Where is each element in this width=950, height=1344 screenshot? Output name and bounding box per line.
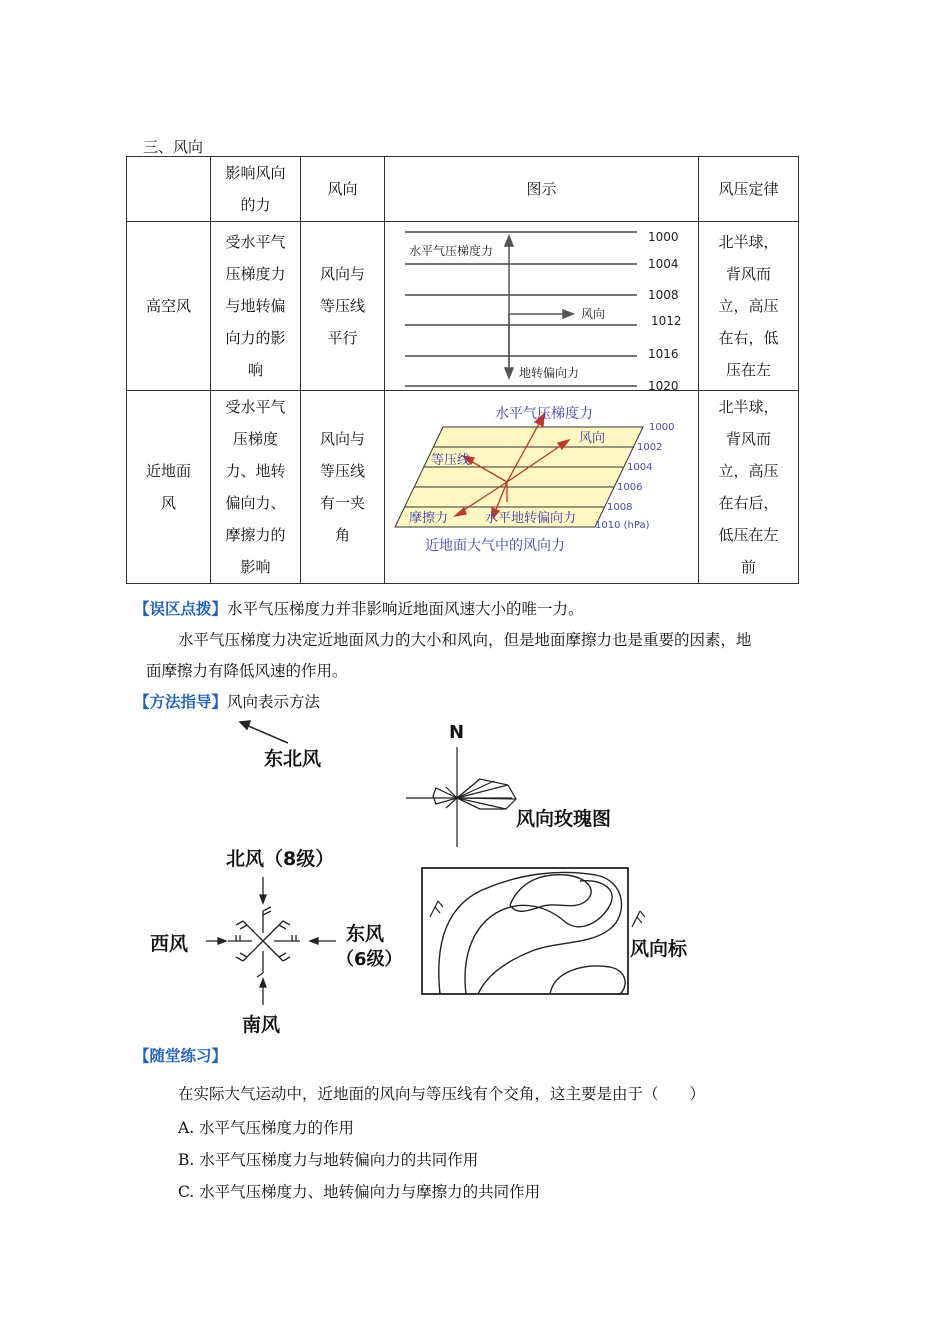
row-direction: 风向与等压线平行	[301, 222, 385, 391]
ne-wind-label: 东北风	[264, 748, 322, 770]
isoline-map	[439, 872, 625, 994]
wind-table	[126, 156, 799, 584]
wind-label: 风向	[579, 431, 606, 446]
isobar-label: 1012	[651, 314, 682, 328]
isobar-label: 1008	[648, 288, 679, 302]
isobar-label: 1020	[648, 379, 679, 390]
row-law: 北半球，背风而立，高压在右后，低压在左前	[699, 391, 799, 584]
isobar-label: 1002	[637, 442, 663, 453]
pgf-label: 水平气压梯度力	[495, 406, 593, 422]
isobar-label: 1000	[649, 422, 675, 433]
row-name: 高空风	[127, 222, 211, 391]
surface-wind-diagram	[385, 391, 699, 584]
option-c[interactable]: C. 水平气压梯度力、地转偏向力与摩擦力的共同作用	[178, 1183, 541, 1201]
rose-label: 风向玫瑰图	[516, 808, 612, 830]
isobar-label: 1004	[648, 257, 679, 271]
isobar-text: 等压线	[431, 453, 471, 468]
table-row	[127, 222, 799, 391]
isobar-label: 1010 (hPa)	[595, 520, 650, 531]
misconception-tag: 【误区点拨】	[134, 599, 228, 618]
misconception-para: 面摩擦力有降低风速的作用。	[146, 662, 348, 680]
table-header-cell: 风向	[301, 157, 385, 222]
misconception-line	[134, 599, 584, 619]
method-tag: 【方法指导】	[134, 692, 228, 711]
method-line	[134, 692, 320, 712]
option-a[interactable]: A. 水平气压梯度力的作用	[178, 1119, 355, 1137]
row-force: 受水平气压梯度力与地转偏向力的影响	[211, 222, 301, 391]
misconception-text: 水平气压梯度力并非影响近地面风速大小的唯一力。	[227, 600, 584, 618]
row-law: 北半球，背风而立，高压在右，低压在左	[699, 222, 799, 391]
north-wind-label: 北风（8级）	[226, 848, 335, 870]
isobar-label: 1008	[607, 502, 633, 513]
row-force: 受水平气压梯度力、地转偏向力、摩擦力的影响	[211, 391, 301, 584]
pgf-label: 水平气压梯度力	[409, 244, 494, 258]
table-header-cell	[127, 157, 211, 222]
west-wind-label: 西风	[150, 933, 189, 955]
upper-wind-diagram	[385, 222, 699, 391]
wind-barb-rose	[206, 877, 336, 1005]
practice-tag: 【随堂练习】	[134, 1046, 228, 1065]
practice-question: 在实际大气运动中，近地面的风向与等压线有个交角，这主要是由于（ ）	[178, 1085, 706, 1103]
section-title: 三、风向	[143, 138, 204, 156]
wind-notation-figure	[140, 715, 720, 1035]
coriolis-label: 地转偏向力	[519, 366, 580, 380]
option-b[interactable]: B. 水平气压梯度力与地转偏向力的共同作用	[178, 1151, 479, 1169]
north-label: N	[449, 722, 465, 743]
table-header-cell: 影响风向的力	[211, 157, 301, 222]
diagram-caption: 近地面大气中的风向力	[425, 538, 565, 554]
friction-label: 摩擦力	[409, 511, 449, 526]
table-header-cell: 风压定律	[699, 157, 799, 222]
south-wind-label: 南风	[242, 1014, 281, 1035]
table-header-row	[127, 157, 799, 222]
isobar-label: 1006	[617, 482, 643, 493]
table-header-cell: 图示	[385, 157, 699, 222]
row-name: 近地面风	[127, 391, 211, 584]
isobar-label: 1016	[648, 347, 679, 361]
row-direction: 风向与等压线有一夹角	[301, 391, 385, 584]
east-wind-label: 东风	[346, 923, 385, 945]
table-row	[127, 391, 799, 584]
method-text: 风向表示方法	[227, 693, 321, 711]
flag-label: 风向标	[630, 938, 688, 960]
isobar-label: 1000	[648, 230, 679, 244]
east-level-label: （6级）	[336, 949, 403, 970]
misconception-para: 水平气压梯度力决定近地面风力的大小和风向，但是地面摩擦力也是重要的因素，地	[178, 631, 752, 649]
isobar-label: 1004	[627, 462, 653, 473]
coriolis-label: 水平地转偏向力	[485, 511, 577, 526]
wind-label: 风向	[581, 307, 606, 321]
